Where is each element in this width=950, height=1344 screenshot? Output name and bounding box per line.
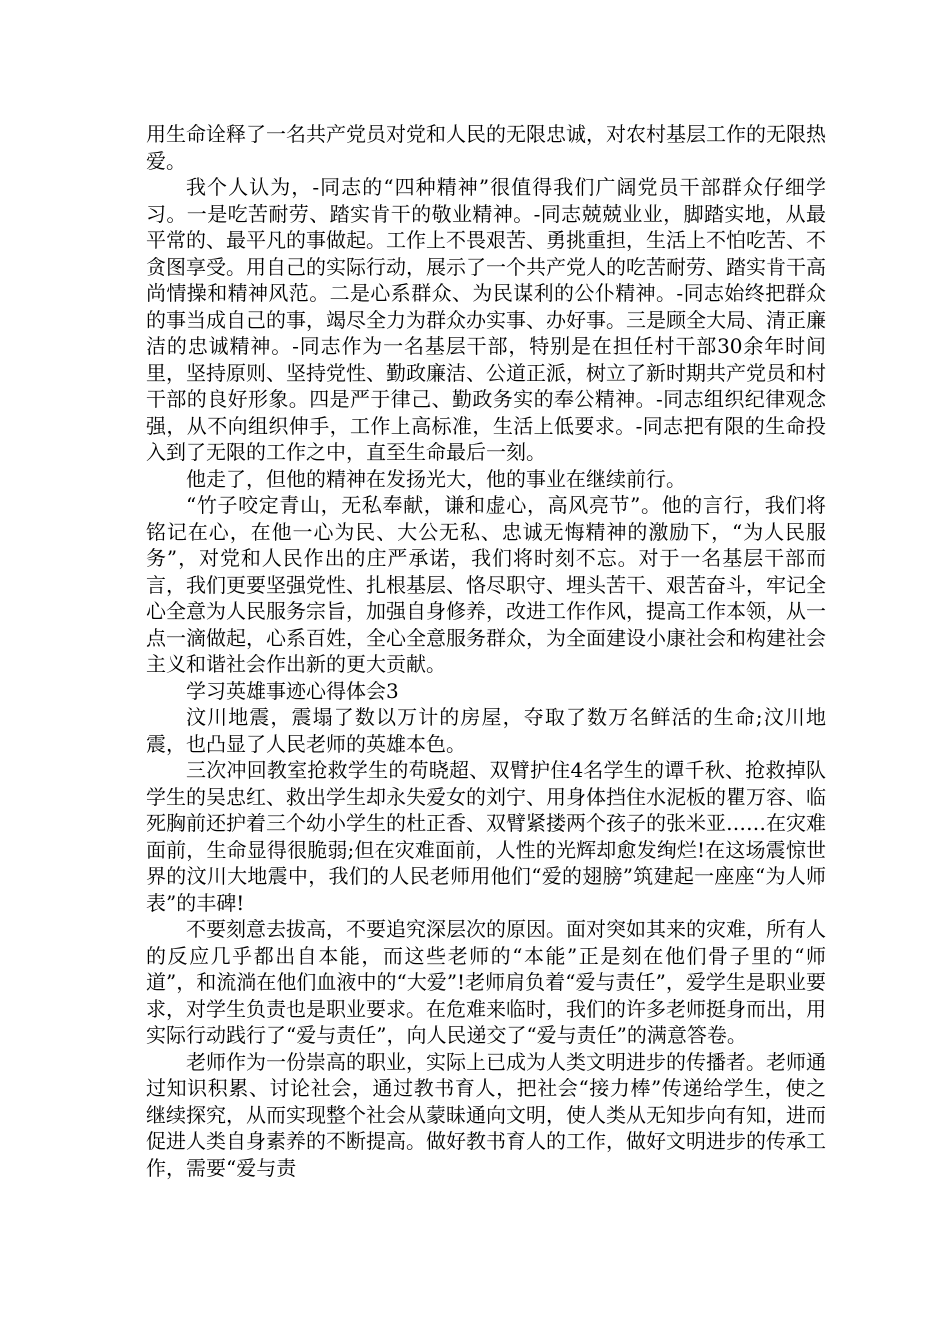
section-heading: 学习英雄事迹心得体会3 xyxy=(186,678,399,703)
paragraph: 不要刻意去拔高，不要追究深层次的原因。面对突如其来的灾难，所有人的反应几乎都出自本能，而这些老师的“本能”正是刻在他们骨子里的“师道”，和流淌在他们血液中的“大爱”!老师肩负着“爱与责任”，爱学生是职业要求，对学生负责也是职业要求。在危难来临时，我们的许多老师挺身而出，用实际行动践行了“爱与责任”，向人民递交了“爱与责任”的满意答卷。 xyxy=(146,917,826,1047)
paragraph: “竹子咬定青山，无私奉献，谦和虚心，高风亮节”。他的言行，我们将铭记在心，在他一心为民、大公无私、忠诚无悔精神的激励下，“为人民服务”，对党和人民作出的庄严承诺，我们将时刻不忘。对于一名基层干部而言，我们更要坚强党性、扎根基层、恪尽职守、埋头苦干、艰苦奋斗，牢记全心全意为人民服务宗旨，加强自身修养，改进工作作风，提高工作本领，从一点一滴做起，心系百姓，全心全意服务群众，为全面建设小康社会和构建社会主义和谐社会作出新的更大贡献。 xyxy=(146,493,826,676)
paragraph: 我个人认为，-同志的“四种精神”很值得我们广阔党员干部群众仔细学习。一是吃苦耐劳、踏实肯干的敬业精神。-同志兢兢业业，脚踏实地，从最平常的、最平凡的事做起。工作上不畏艰苦、勇挑重担，生活上不怕吃苦、不贪图享受。用自己的实际行动，展示了一个共产党人的吃苦耐劳、踏实肯干高尚情操和精神风范。二是心系群众、为民谋利的公仆精神。-同志始终把群众的事当成自己的事，竭尽全力为群众办实事、办好事。三是顾全大局、清正廉洁的忠诚精神。-同志作为一名基层干部，特别是在担任村干部30余年时间里，坚持原则、坚持党性、勤政廉洁、公道正派，树立了新时期共产党员和村干部的良好形象。四是严于律己、勤政务实的奉公精神。-同志组织纪律观念强，从不向组织伸手，工作上高标准，生活上低要求。-同志把有限的生命投入到了无限的工作之中，直至生命最后一刻。 xyxy=(146,175,826,464)
paragraph: 他走了，但他的精神在发扬光大，他的事业在继续前行。 xyxy=(186,466,686,491)
paragraph: 老师作为一份崇高的职业，实际上已成为人类文明进步的传播者。老师通过知识积累、讨论社会，通过教书育人，把社会“接力棒”传递给学生，使之继续探究，从而实现整个社会从蒙昧通向文明，使人类从无知步向有知，进而促进人类自身素养的不断提高。做好教书育人的工作，做好文明进步的传承工作，需要“爱与责 xyxy=(146,1049,826,1180)
paragraph: 用生命诠释了一名共产党员对党和人民的无限忠诚，对农村基层工作的无限热爱。 xyxy=(146,122,826,173)
document-page xyxy=(146,121,826,1181)
paragraph: 汶川地震，震塌了数以万计的房屋，夺取了数万名鲜活的生命;汶川地震，也凸显了人民老师的英雄本色。 xyxy=(146,705,826,756)
paragraph: 三次冲回教室抢救学生的苟晓超、双臂护住4名学生的谭千秋、抢救掉队学生的吴忠红、救出学生却永失爱女的刘宁、用身体挡住水泥板的瞿万容、临死胸前还护着三个幼小学生的杜正香、双臂紧搂两个孩子的张米亚……在灾难面前，生命显得很脆弱;但在灾难面前，人性的光辉却愈发绚烂!在这场震惊世界的汶川大地震中，我们的人民老师用他们“爱的翅膀”筑建起一座座“为人师表”的丰碑! xyxy=(146,758,826,915)
